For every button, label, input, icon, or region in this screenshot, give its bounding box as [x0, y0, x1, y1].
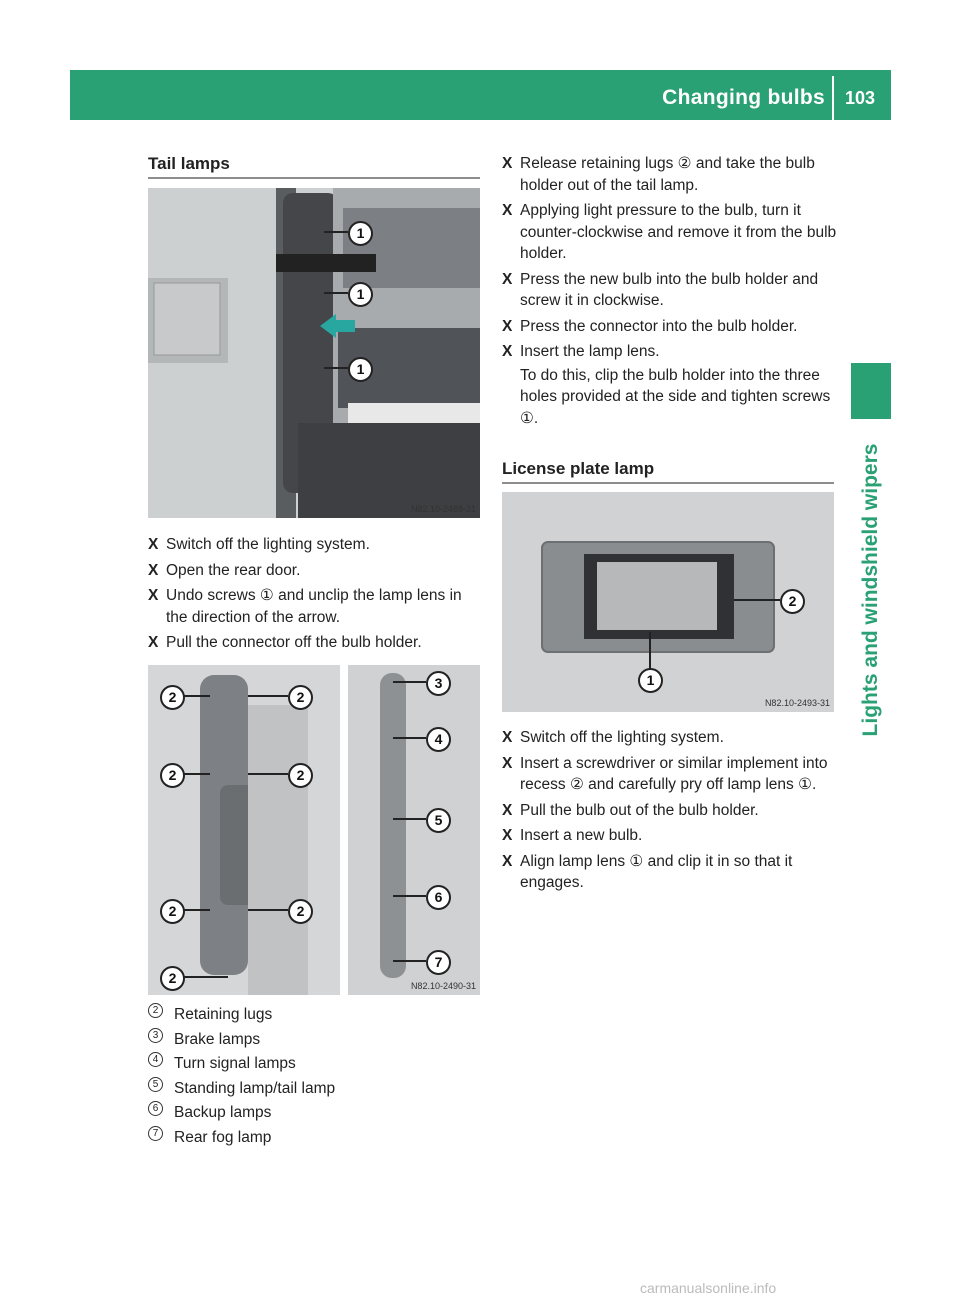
legend-item: 4 Turn signal lamps [148, 1052, 478, 1077]
figure-callout: 2 [160, 763, 185, 788]
list-item: X Switch off the lighting system. [502, 727, 838, 749]
list-item: X Insert a new bulb. [502, 825, 838, 847]
step-marker: X [502, 852, 513, 870]
legend-number: 6 [148, 1101, 163, 1116]
section-title-license-plate-lamp: License plate lamp [502, 459, 655, 478]
step-marker: X [502, 270, 513, 288]
figure-callout: 2 [160, 966, 185, 991]
tail-lamp-illustration [148, 188, 480, 518]
figure-callout: 7 [426, 950, 451, 975]
figure-callout: 4 [426, 727, 451, 752]
step-marker: X [502, 729, 513, 746]
section-rule [502, 482, 834, 484]
tail-lamp-photo [148, 188, 480, 518]
page-title: Changing bulbs [662, 86, 825, 109]
figure-callout: 2 [160, 685, 185, 710]
figure-callout: 1 [638, 668, 663, 693]
legend-number: 5 [148, 1077, 163, 1092]
list-item: X Applying light pressure to the bulb, turn it counter-clockwise and remove it from the bulb holder. [502, 202, 837, 262]
figure-code: N82.10-2490-31 [410, 981, 476, 991]
figure-callout: 2 [288, 899, 313, 924]
figure-callout: 2 [160, 899, 185, 924]
step-marker: X [502, 155, 513, 172]
header-separator [832, 76, 834, 120]
side-chapter-label: Lights and windshield wipers [859, 443, 882, 737]
instruction-list [502, 153, 838, 433]
figure-callout: 3 [426, 671, 451, 696]
legend-item: 5 Standing lamp/tail lamp [148, 1077, 478, 1102]
step-marker: X [148, 634, 159, 651]
list-item: X Pull the bulb out of the bulb holder. [502, 800, 838, 822]
list-item: X Insert a screwdriver or similar implement into recess ② and carefully pry off lamp lens ①. [502, 754, 828, 793]
legend-number: 7 [148, 1126, 163, 1141]
legend-item: 6 Backup lamps [148, 1101, 478, 1126]
step-marker: X [148, 536, 159, 553]
list-item: X Pull the connector off the bulb holder. [148, 632, 484, 654]
figure-code: N82.10-2493-31 [764, 698, 830, 708]
section-rule [148, 177, 480, 179]
figure-callout: 1 [348, 357, 373, 382]
instruction-list [148, 534, 484, 658]
footer-watermark: carmanualsonline.info [640, 1280, 777, 1296]
step-marker: X [502, 801, 513, 819]
list-item: X Press the connector into the bulb holder. [502, 316, 838, 338]
legend-item: 2 Retaining lugs [148, 1003, 478, 1028]
step-marker: X [502, 343, 513, 360]
figure-code: N82.10-2488-31 [410, 504, 476, 514]
list-item: X Insert the lamp lens. [502, 341, 838, 363]
license-plate-lamp-photo [502, 492, 834, 712]
legend-number: 2 [148, 1003, 163, 1018]
legend-item: 7 Rear fog lamp [148, 1126, 478, 1151]
step-marker: X [148, 587, 159, 604]
section-title-tail-lamps: Tail lamps [148, 154, 230, 173]
figure-callout: 5 [426, 808, 451, 833]
legend-number: 3 [148, 1028, 163, 1043]
step-marker: X [148, 561, 159, 579]
bulb-holder-photo [148, 665, 480, 995]
list-item: X Open the rear door. [148, 560, 484, 582]
step-marker: X [502, 317, 513, 335]
legend-item: 3 Brake lamps [148, 1028, 478, 1053]
figure-callout: 6 [426, 885, 451, 910]
step-marker: X [502, 202, 513, 219]
step-note: To do this, clip the bulb holder into the three holes provided at the side and tighten screws ①. [520, 366, 831, 427]
step-marker: X [502, 827, 513, 844]
legend-list [148, 1003, 478, 1150]
list-item: X Align lamp lens ① and clip it in so that it engages. [502, 852, 793, 891]
side-tab [851, 363, 891, 419]
step-marker: X [502, 754, 513, 772]
page-number: 103 [845, 88, 876, 108]
legend-number: 4 [148, 1052, 163, 1067]
list-item: X Switch off the lighting system. [148, 534, 484, 556]
figure-callout: 1 [348, 282, 373, 307]
list-item: X Press the new bulb into the bulb holder and screw it in clockwise. [502, 270, 819, 309]
figure-callout: 2 [780, 589, 805, 614]
figure-callout: 1 [348, 221, 373, 246]
figure-callout: 2 [288, 763, 313, 788]
list-item: X Release retaining lugs ② and take the bulb holder out of the tail lamp. [502, 155, 815, 194]
list-item: X Undo screws ① and unclip the lamp lens in the direction of the arrow. [148, 587, 462, 626]
figure-callout: 2 [288, 685, 313, 710]
instruction-list [502, 727, 838, 898]
